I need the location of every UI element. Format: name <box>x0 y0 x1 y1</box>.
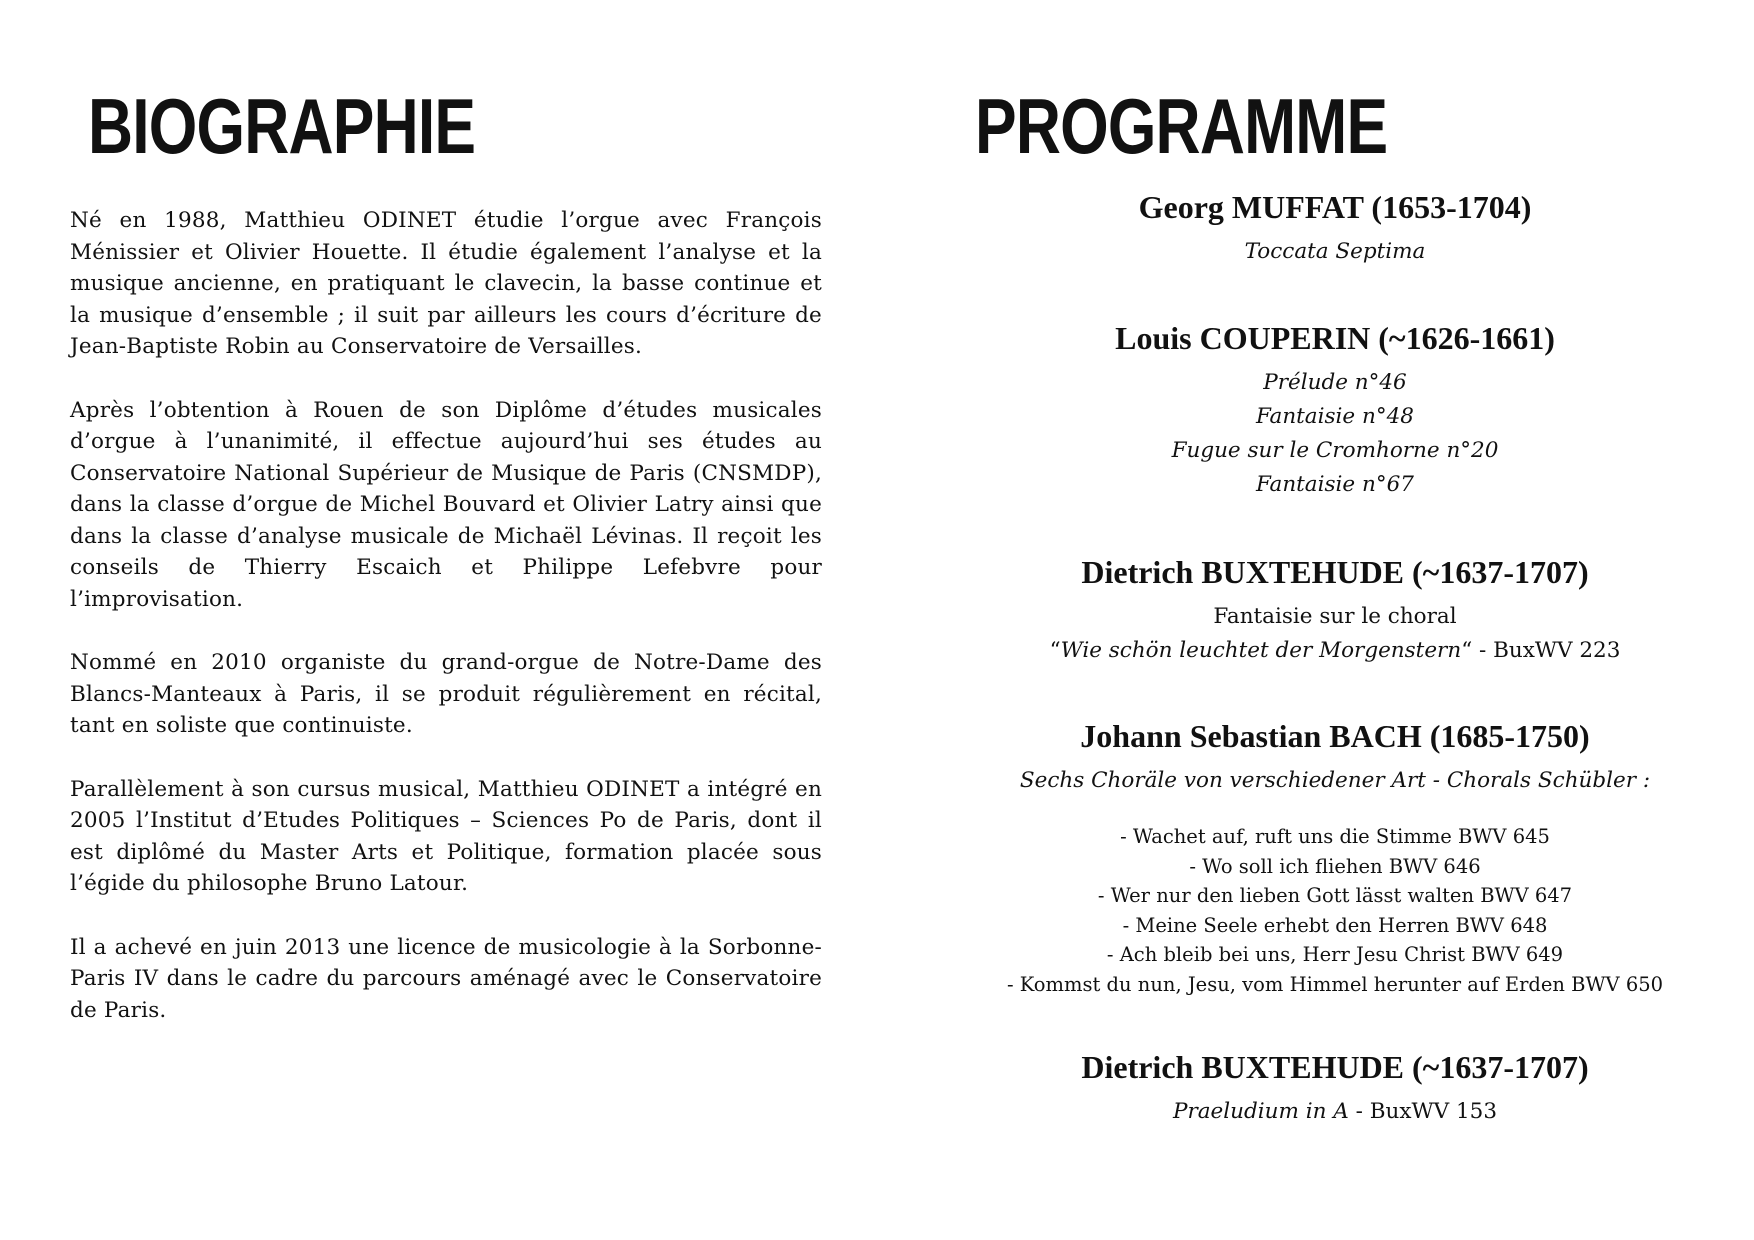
biography-text <box>70 205 822 1058</box>
piece-title <box>975 634 1695 669</box>
composer-buxtehude: Dietrich BUXTEHUDE (~1637-1707) <box>1081 554 1589 590</box>
list-item: - Kommst du nun, Jesu, vom Himmel herunter auf Erden BWV 650 <box>1006 972 1664 996</box>
biography-column <box>70 0 822 1240</box>
list-item: - Wachet auf, ruft uns die Stimme BWV 645 <box>1120 825 1550 848</box>
chorale-list <box>975 822 1695 999</box>
composer-couperin: Louis COUPERIN (~1626-1661) <box>1115 320 1555 356</box>
programme-column <box>975 0 1695 1240</box>
praeludium-title: Praeludium in A <box>1172 1099 1349 1124</box>
catalogue-number: - BuxWV 153 <box>1348 1099 1497 1124</box>
bio-paragraph: Nommé en 2010 organiste du grand-orgue de Notre-Dame des Blancs-Manteaux à Paris, il se produit régulièrement en récital, tant en soliste que continuiste. <box>70 650 822 738</box>
bio-paragraph: Né en 1988, Matthieu ODINET étudie l’orgue avec François Ménissier et Olivier Houette. Il étudie également l’analyse et la musique ancienne, en pratiquant le clavecin, la basse continue et la musique d’ensemble ; il suit par ailleurs les cours d’écriture de Jean-Baptiste Robin au Conservatoire de Versailles. <box>70 208 822 359</box>
list-item: - Wer nur den lieben Gott lässt walten BWV 647 <box>1097 884 1573 907</box>
programme-heading: PROGRAMME <box>975 82 1388 170</box>
piece-title: Toccata Septima <box>1244 239 1426 264</box>
piece-title <box>975 1095 1695 1130</box>
composer-muffat: Georg MUFFAT (1653-1704) <box>1138 189 1532 225</box>
composer-buxtehude: Dietrich BUXTEHUDE (~1637-1707) <box>1081 1049 1589 1085</box>
piece-title: Fantaisie n°67 <box>1256 472 1414 497</box>
piece-title: Fantaisie n°48 <box>1256 404 1414 429</box>
bio-paragraph: Après l’obtention à Rouen de son Diplôme d’études musicales d’orgue à l’unanimité, il effectue aujourd’hui ses études au Conservatoire National Supérieur de Musique de Paris (CNSMDP), dans la classe d’orgue de Michel Bouvard et Olivier Latry ainsi que dans la classe d’analyse musicale de Michaël Lévinas. Il reçoit les conseils de Thierry Escaich et Philippe Lefebvre pour l’improvisation. <box>70 397 822 612</box>
catalogue-number: “ - BuxWV 223 <box>1461 638 1621 663</box>
piece-title: Fantaisie sur le choral <box>1213 604 1457 629</box>
chorale-title: Wie schön leuchtet der Morgenstern <box>1060 638 1462 663</box>
piece-title: Prélude n°46 <box>1263 370 1407 395</box>
biography-heading: BIOGRAPHIE <box>88 82 476 170</box>
collection-title: Sechs Choräle von verschiedener Art - Chorals Schübler : <box>1019 768 1651 793</box>
quote-open: “ <box>1049 638 1061 663</box>
composer-bach: Johann Sebastian BACH (1685-1750) <box>1080 718 1590 754</box>
piece-title: Fugue sur le Cromhorne n°20 <box>1171 438 1499 463</box>
bio-paragraph: Il a achevé en juin 2013 une licence de musicologie à la Sorbonne-Paris IV dans le cadre du parcours aménagé avec le Conservatoire de Paris. <box>70 934 822 1023</box>
bio-paragraph: Parallèlement à son cursus musical, Matthieu ODINET a intégré en 2005 l’Institut d’Etudes Politiques – Sciences Po de Paris, dont il est diplômé du Master Arts et Politique, formation placée sous l’égide du philosophe Bruno Latour. <box>70 776 822 896</box>
list-item: - Wo soll ich fliehen BWV 646 <box>1189 854 1481 878</box>
list-item: - Ach bleib bei uns, Herr Jesu Christ BWV 649 <box>1106 943 1564 966</box>
list-item: - Meine Seele erhebt den Herren BWV 648 <box>1122 913 1548 937</box>
